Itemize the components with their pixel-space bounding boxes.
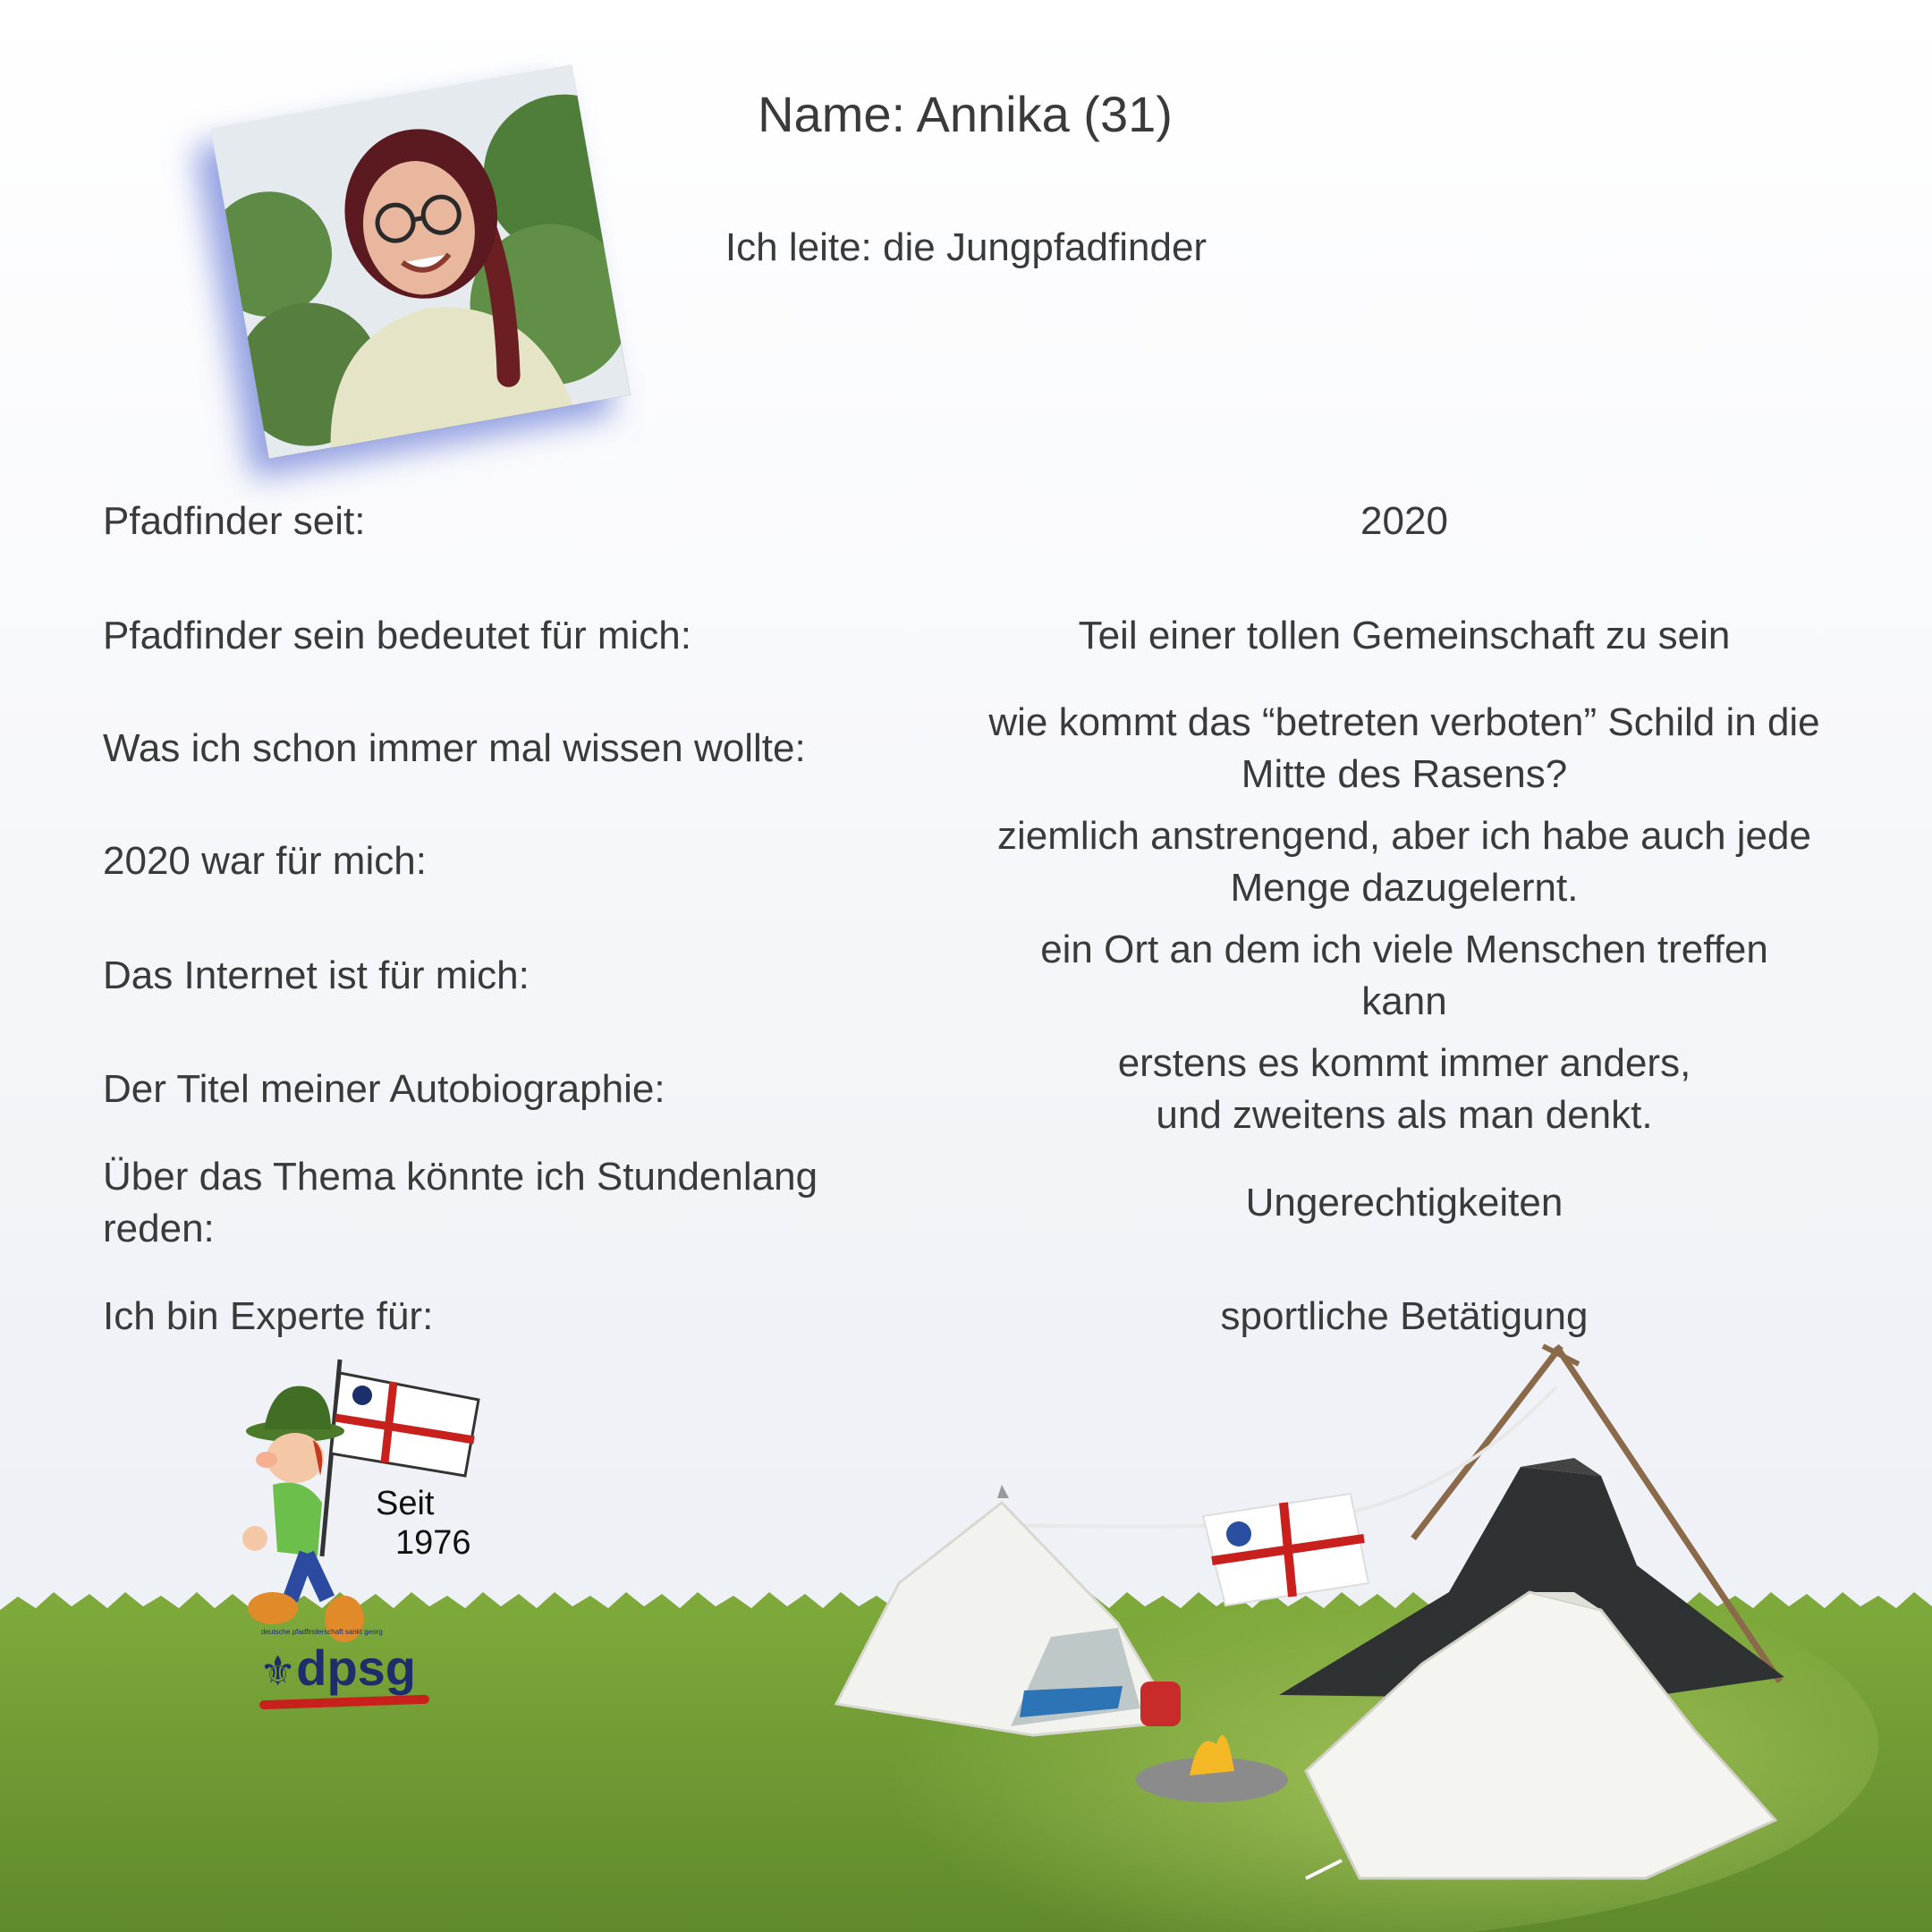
question-since: Pfadfinder seit: bbox=[103, 499, 366, 543]
question-topic: Über das Thema könnte ich Stundenlang reden: bbox=[103, 1155, 818, 1250]
profile-name: Name: Annika (31) bbox=[758, 86, 1173, 142]
dpsg-logo bbox=[206, 1351, 501, 1771]
logo-year: 1976 bbox=[395, 1524, 471, 1562]
answer-topic: Ungerechtigkeiten bbox=[1245, 1181, 1563, 1224]
answer-expert: sportliche Betätigung bbox=[1220, 1294, 1589, 1338]
answer-internet: ein Ort an dem ich viele Menschen treffen kann bbox=[1040, 928, 1768, 1023]
lily-icon: ⚜ bbox=[259, 1648, 297, 1694]
answer-autobiography-line1: erstens es kommt immer anders, bbox=[1117, 1041, 1691, 1085]
answer-2020: ziemlich anstrengend, aber ich habe auch jede Menge dazugelernt. bbox=[997, 814, 1811, 910]
answer-meaning: Teil einer tollen Gemeinschaft zu sein bbox=[1078, 614, 1731, 657]
logo-org: ⚜dpsg bbox=[259, 1640, 417, 1696]
question-2020: 2020 war für mich: bbox=[103, 839, 427, 883]
answer-since: 2020 bbox=[1360, 499, 1448, 543]
logo-org-full: deutsche pfadfinderschaft sankt georg bbox=[261, 1628, 383, 1636]
question-curiosity: Was ich schon immer mal wissen wollte: bbox=[103, 726, 806, 770]
question-meaning: Pfadfinder sein bedeutet für mich: bbox=[103, 614, 691, 657]
question-autobiography: Der Titel meiner Autobiographie: bbox=[103, 1067, 665, 1111]
profile-role: Ich leite: die Jungpfadfinder bbox=[724, 225, 1208, 269]
question-internet: Das Internet ist für mich: bbox=[103, 953, 530, 997]
answer-autobiography bbox=[957, 1038, 1852, 1141]
logo-seit: Seit bbox=[376, 1485, 435, 1522]
question-expert: Ich bin Experte für: bbox=[103, 1294, 434, 1338]
answer-autobiography-line2: und zweitens als man denkt. bbox=[1156, 1093, 1653, 1137]
answer-curiosity: wie kommt das “betreten verboten” Schild in die Mitte des Rasens? bbox=[988, 700, 1820, 796]
